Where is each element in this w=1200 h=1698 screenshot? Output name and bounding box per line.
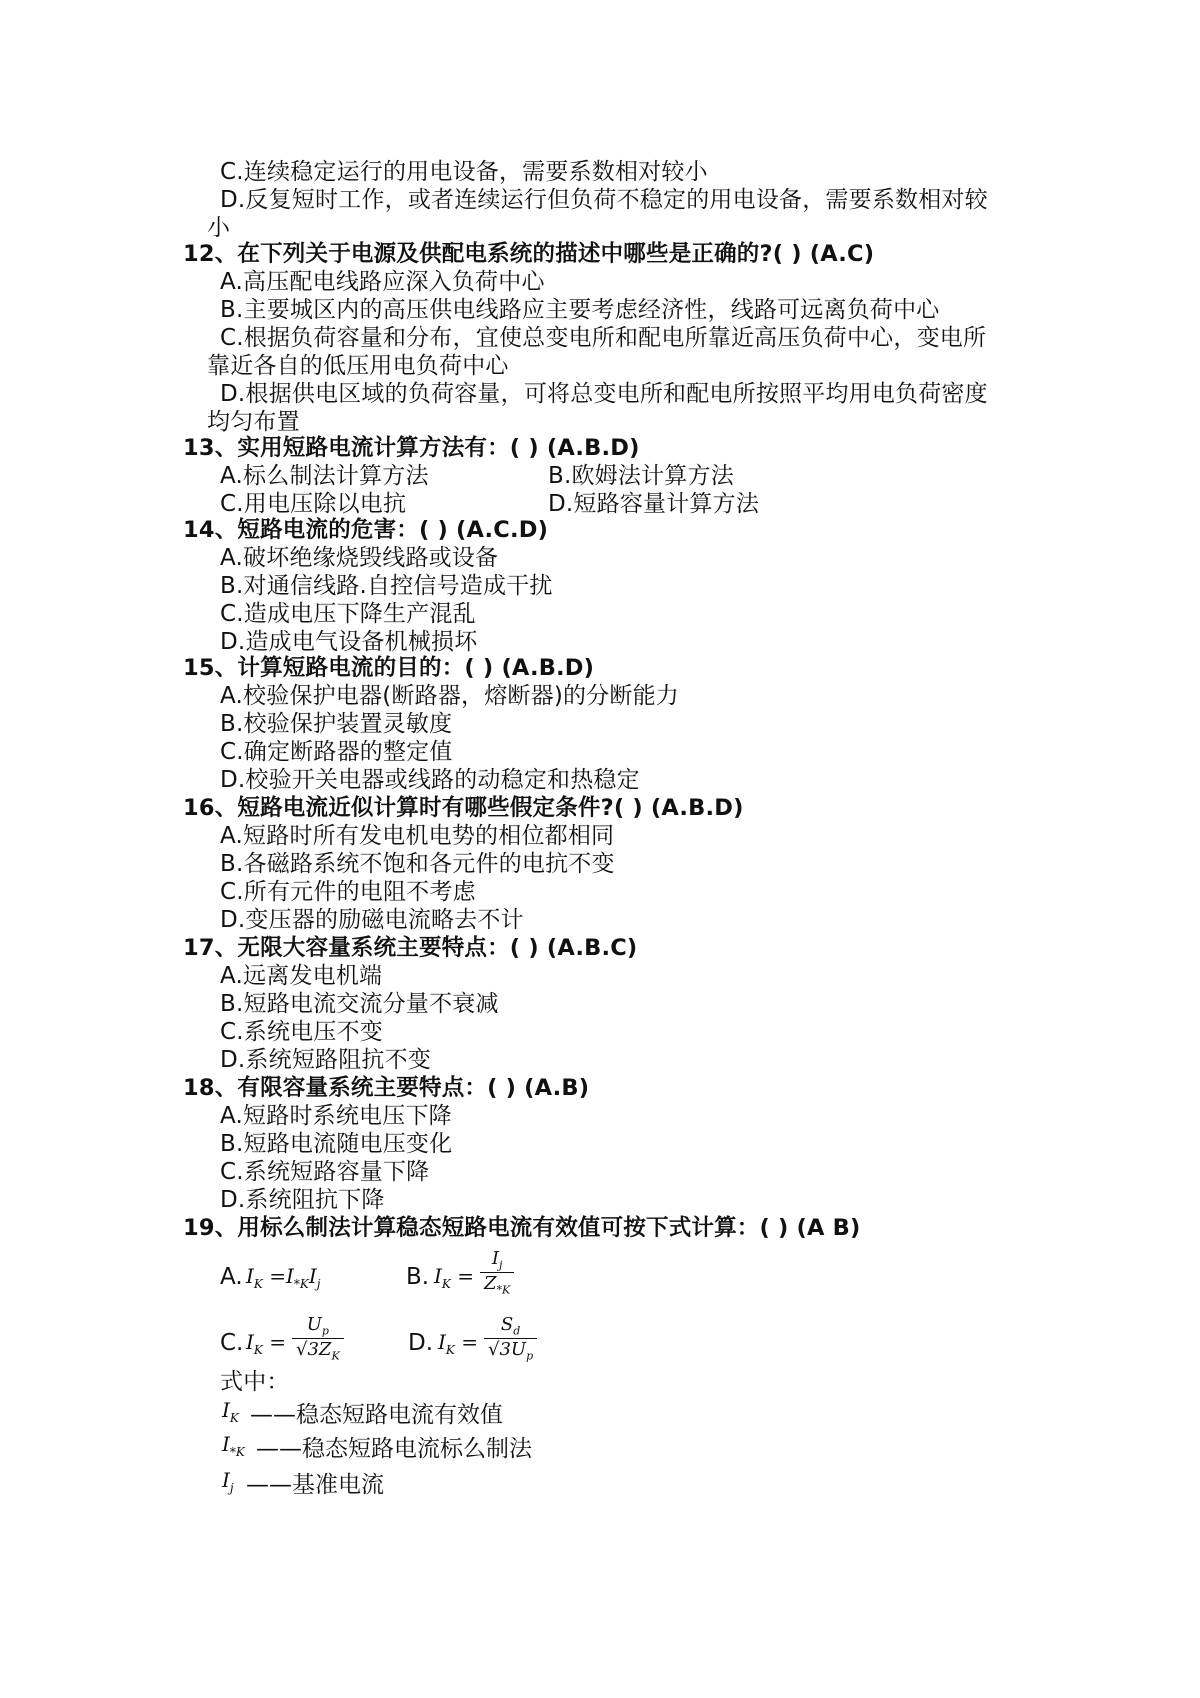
definition-symbol: $I_K$: [222, 1398, 239, 1425]
text-line: 式中：: [220, 1369, 290, 1395]
text-line: A.短路时所有发电机电势的相位都相同: [220, 823, 615, 849]
text-line: C.系统短路容量下降: [220, 1159, 430, 1185]
formula-a-label: A.: [220, 1264, 243, 1290]
question-title: 16、短路电流近似计算时有哪些假定条件?( ) (A.B.D): [183, 795, 744, 821]
text-line: B.短路电流交流分量不衰减: [220, 991, 499, 1017]
text-line: B.欧姆法计算方法: [548, 463, 734, 489]
formula-c-fraction: $\frac{U_p}{√3Z_K}$: [292, 1314, 344, 1362]
text-line: D.校验开关电器或线路的动稳定和热稳定: [220, 767, 640, 793]
text-line: B.各磁路系统不饱和各元件的电抗不变: [220, 851, 615, 877]
formula-b-fraction: $\frac{I_j}{Z_{*K}}$: [480, 1248, 514, 1296]
text-line: C.系统电压不变: [220, 1019, 383, 1045]
text-line: B.短路电流随电压变化: [220, 1131, 453, 1157]
text-line: A.标么制法计算方法: [220, 463, 429, 489]
question-title: 19、用标么制法计算稳态短路电流有效值可按下式计算：( ) (A B): [183, 1215, 861, 1241]
formula-a: $I_K =I_{*K}I_j$: [246, 1264, 321, 1291]
definition-text: ——稳态短路电流标么制法: [256, 1436, 532, 1462]
text-line: C.确定断路器的整定值: [220, 739, 453, 765]
question-title: 17、无限大容量系统主要特点：( ) (A.B.C): [183, 935, 638, 961]
text-line: A.短路时系统电压下降: [220, 1103, 452, 1129]
formula-b-lhs: $I_K$ =: [434, 1264, 474, 1291]
definition-text: ——稳态短路电流有效值: [250, 1402, 503, 1428]
question-title: 13、实用短路电流计算方法有：( ) (A.B.D): [183, 435, 640, 461]
text-line: A.远离发电机端: [220, 963, 383, 989]
text-line: A.校验保护电器(断路器，熔断器)的分断能力: [220, 683, 679, 709]
formula-b-label: B.: [406, 1264, 430, 1290]
text-line: D.造成电气设备机械损坏: [220, 629, 478, 655]
question-title: 12、在下列关于电源及供配电系统的描述中哪些是正确的?( ) (A.C): [183, 241, 875, 267]
text-line: D.变压器的励磁电流略去不计: [220, 907, 524, 933]
text-line: D.短路容量计算方法: [548, 491, 760, 517]
text-line: 均匀布置: [207, 409, 300, 435]
definition-symbol: $I_{*K}$: [222, 1432, 245, 1459]
text-line: C.根据负荷容量和分布，宜使总变电所和配电所靠近高压负荷中心，变电所: [220, 325, 987, 351]
text-line: C.用电压除以电抗: [220, 491, 407, 517]
text-line: B.主要城区内的高压供电线路应主要考虑经济性，线路可远离负荷中心: [220, 297, 940, 323]
formula-d-lhs: $I_K$ =: [438, 1330, 478, 1357]
text-line: B.校验保护装置灵敏度: [220, 711, 453, 737]
text-line: A.破坏绝缘烧毁线路或设备: [220, 545, 499, 571]
definition-text: ——基准电流: [246, 1472, 384, 1498]
question-title: 14、短路电流的危害：( ) (A.C.D): [183, 517, 549, 543]
text-line: A.高压配电线路应深入负荷中心: [220, 269, 545, 295]
text-line: C.造成电压下降生产混乱: [220, 601, 476, 627]
text-line: B.对通信线路.自控信号造成干扰: [220, 573, 553, 599]
text-line: 靠近各自的低压用电负荷中心: [207, 353, 509, 379]
text-line: D.根据供电区域的负荷容量，可将总变电所和配电所按照平均用电负荷密度: [220, 381, 988, 407]
text-line: 小: [207, 215, 231, 241]
text-line: C.连续稳定运行的用电设备，需要系数相对较小: [220, 159, 708, 185]
definition-symbol: $I_j$: [222, 1468, 234, 1495]
question-title: 18、有限容量系统主要特点：( ) (A.B): [183, 1075, 590, 1101]
text-line: C.所有元件的电阻不考虑: [220, 879, 476, 905]
formula-d-label: D.: [408, 1330, 434, 1356]
formula-d-fraction: $\frac{S_d}{√3U_p}$: [484, 1314, 537, 1362]
formula-c-label: C.: [220, 1330, 244, 1356]
formula-c-lhs: $I_K$ =: [246, 1330, 286, 1357]
text-line: D.系统阻抗下降: [220, 1187, 385, 1213]
text-line: D.反复短时工作，或者连续运行但负荷不稳定的用电设备，需要系数相对较: [220, 187, 988, 213]
question-title: 15、计算短路电流的目的：( ) (A.B.D): [183, 655, 595, 681]
text-line: D.系统短路阻抗不变: [220, 1047, 432, 1073]
